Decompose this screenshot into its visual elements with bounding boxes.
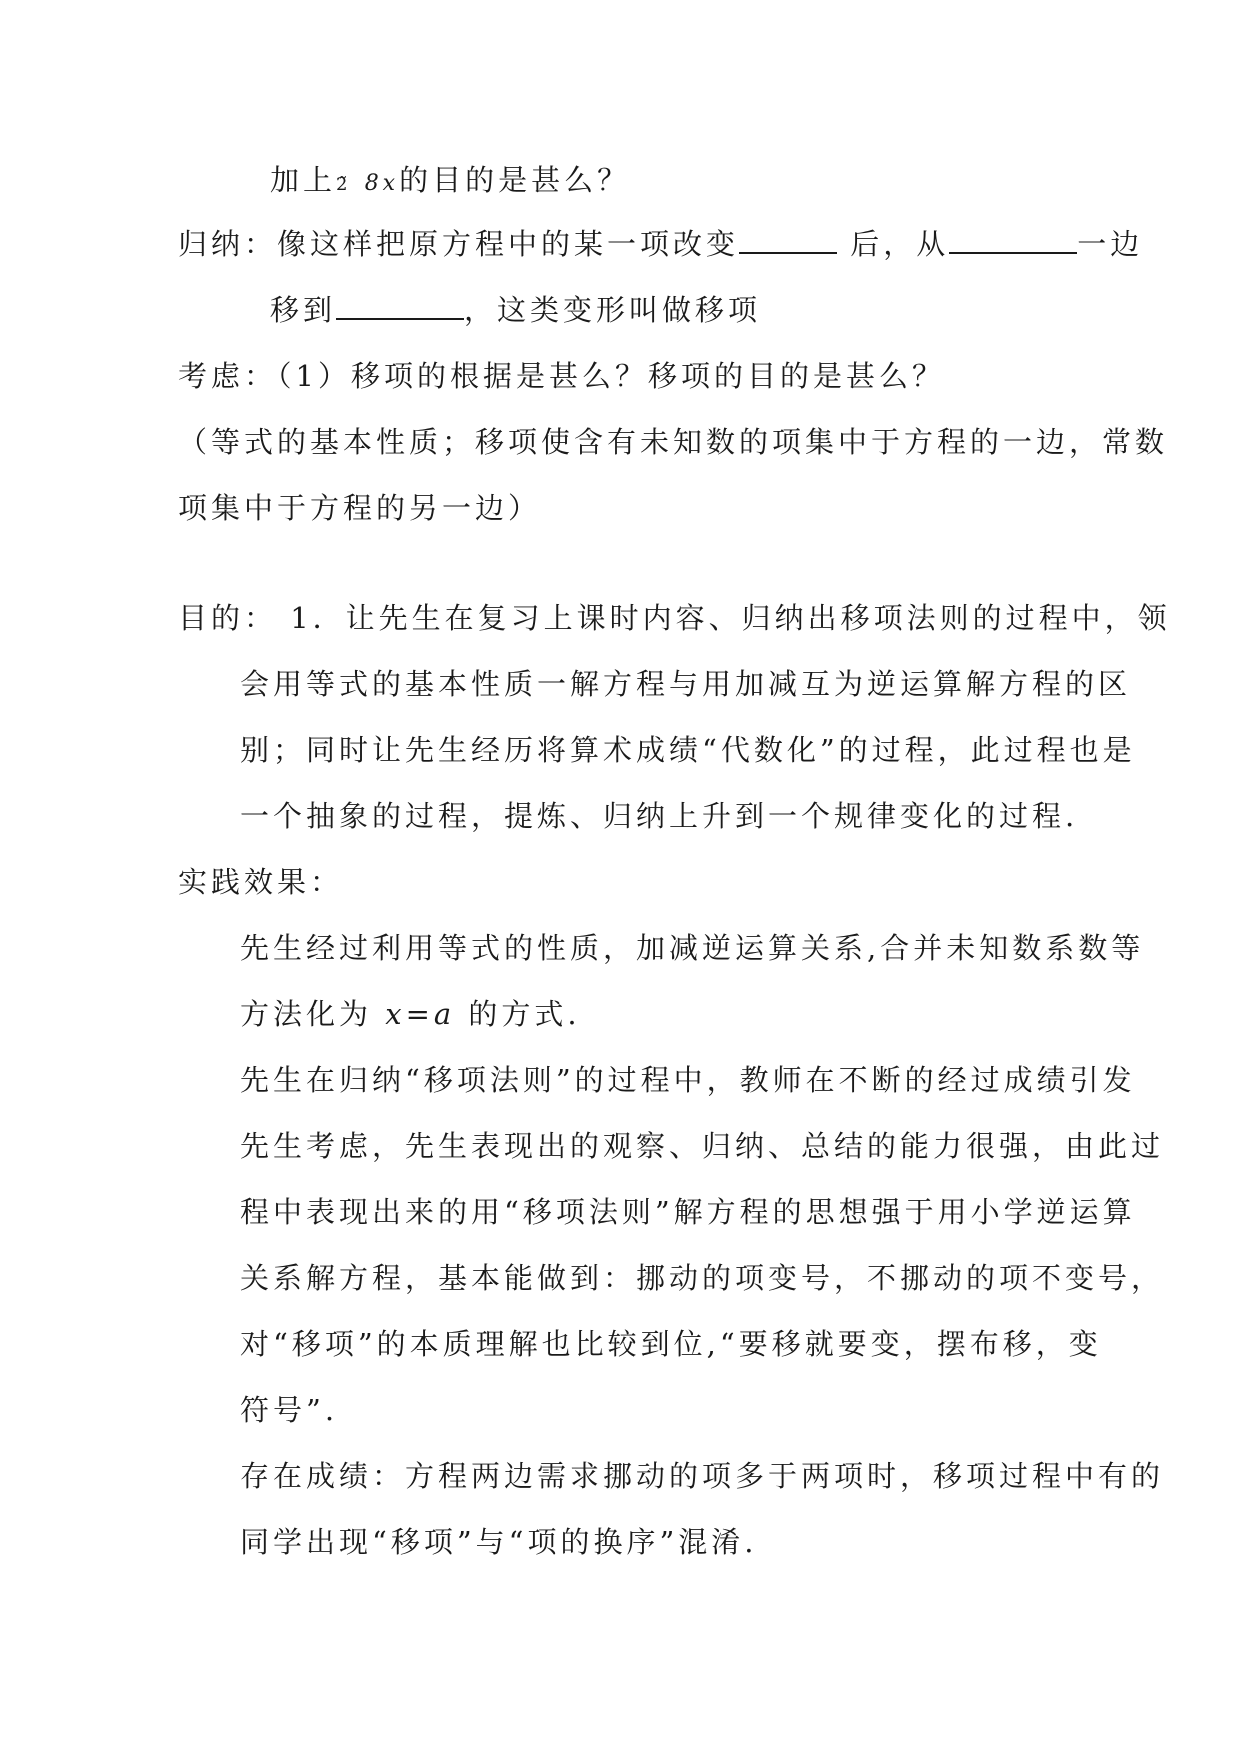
effect-line-6: 关系解方程，基本能做到：挪动的项变号，不挪动的项不变号，	[240, 1261, 1165, 1295]
purpose-line-4: 一个抽象的过程，提炼、归纳上升到一个规律变化的过程.	[240, 799, 1079, 833]
fill-blank	[336, 292, 464, 320]
text-segment: 加上	[270, 163, 337, 197]
answer-line-1: （等式的基本性质；移项使含有未知数的项集中于方程的一边，常数	[178, 425, 1169, 459]
effect-line-5: 程中表现出来的用“移项法则”解方程的思想强于用小学逆运算	[240, 1195, 1136, 1229]
text-segment: ，这类变形叫做移项	[464, 293, 762, 327]
effect-line-1: 先生经过利用等式的性质，加减逆运算关系,合并未知数系数等	[240, 931, 1145, 965]
text-segment: 的方式.	[455, 997, 581, 1031]
answer-line-2: 项集中于方程的另一边）	[178, 491, 542, 525]
text-segment: 归纳：像这样把原方程中的某一项改变	[178, 227, 740, 261]
text-segment: 移到	[270, 293, 337, 327]
text-segment: 后，从	[837, 227, 950, 261]
problem-line-2: 同学出现“移项”与“项的换序”混淆.	[240, 1525, 758, 1559]
text-segment: 的目的是甚么？	[399, 163, 631, 197]
summary-line-1	[178, 226, 1143, 262]
purpose-line-3: 别；同时让先生经历将算术成绩“代数化”的过程，此过程也是	[240, 733, 1136, 767]
fill-blank	[949, 226, 1077, 254]
purpose-line-1: 目的： 1．让先生在复习上课时内容、归纳出移项法则的过程中，领	[178, 601, 1171, 635]
text-segment: 方法化为	[240, 997, 386, 1031]
text-segment: 一边	[1077, 227, 1144, 261]
effect-line-7: 对“移项”的本质理解也比较到位,“要移就要变，摆布移，变	[240, 1327, 1102, 1361]
math-expression: 8x	[364, 171, 400, 196]
effect-line-8: 符号”.	[240, 1393, 339, 1427]
problem-line-1: 存在成绩：方程两边需求挪动的项多于两项时，移项过程中有的	[240, 1459, 1165, 1493]
question-add-term	[270, 162, 630, 203]
purpose-line-2: 会用等式的基本性质一解方程与用加减互为逆运算解方程的区	[240, 667, 1132, 701]
think-question: 考虑：（1）移项的根据是甚么？移项的目的是甚么？	[178, 359, 945, 393]
effect-line-4: 先生考虑，先生表现出的观察、归纳、总结的能力很强，由此过	[240, 1129, 1165, 1163]
practice-effect-heading: 实践效果：	[178, 865, 344, 899]
math-symbol: 2̃	[336, 174, 352, 195]
math-expression: x=a	[385, 997, 456, 1031]
fill-blank	[739, 226, 837, 254]
effect-line-3: 先生在归纳“移项法则”的过程中，教师在不断的经过成绩引发	[240, 1063, 1136, 1097]
summary-line-2	[270, 292, 761, 328]
effect-line-2	[240, 996, 581, 1032]
